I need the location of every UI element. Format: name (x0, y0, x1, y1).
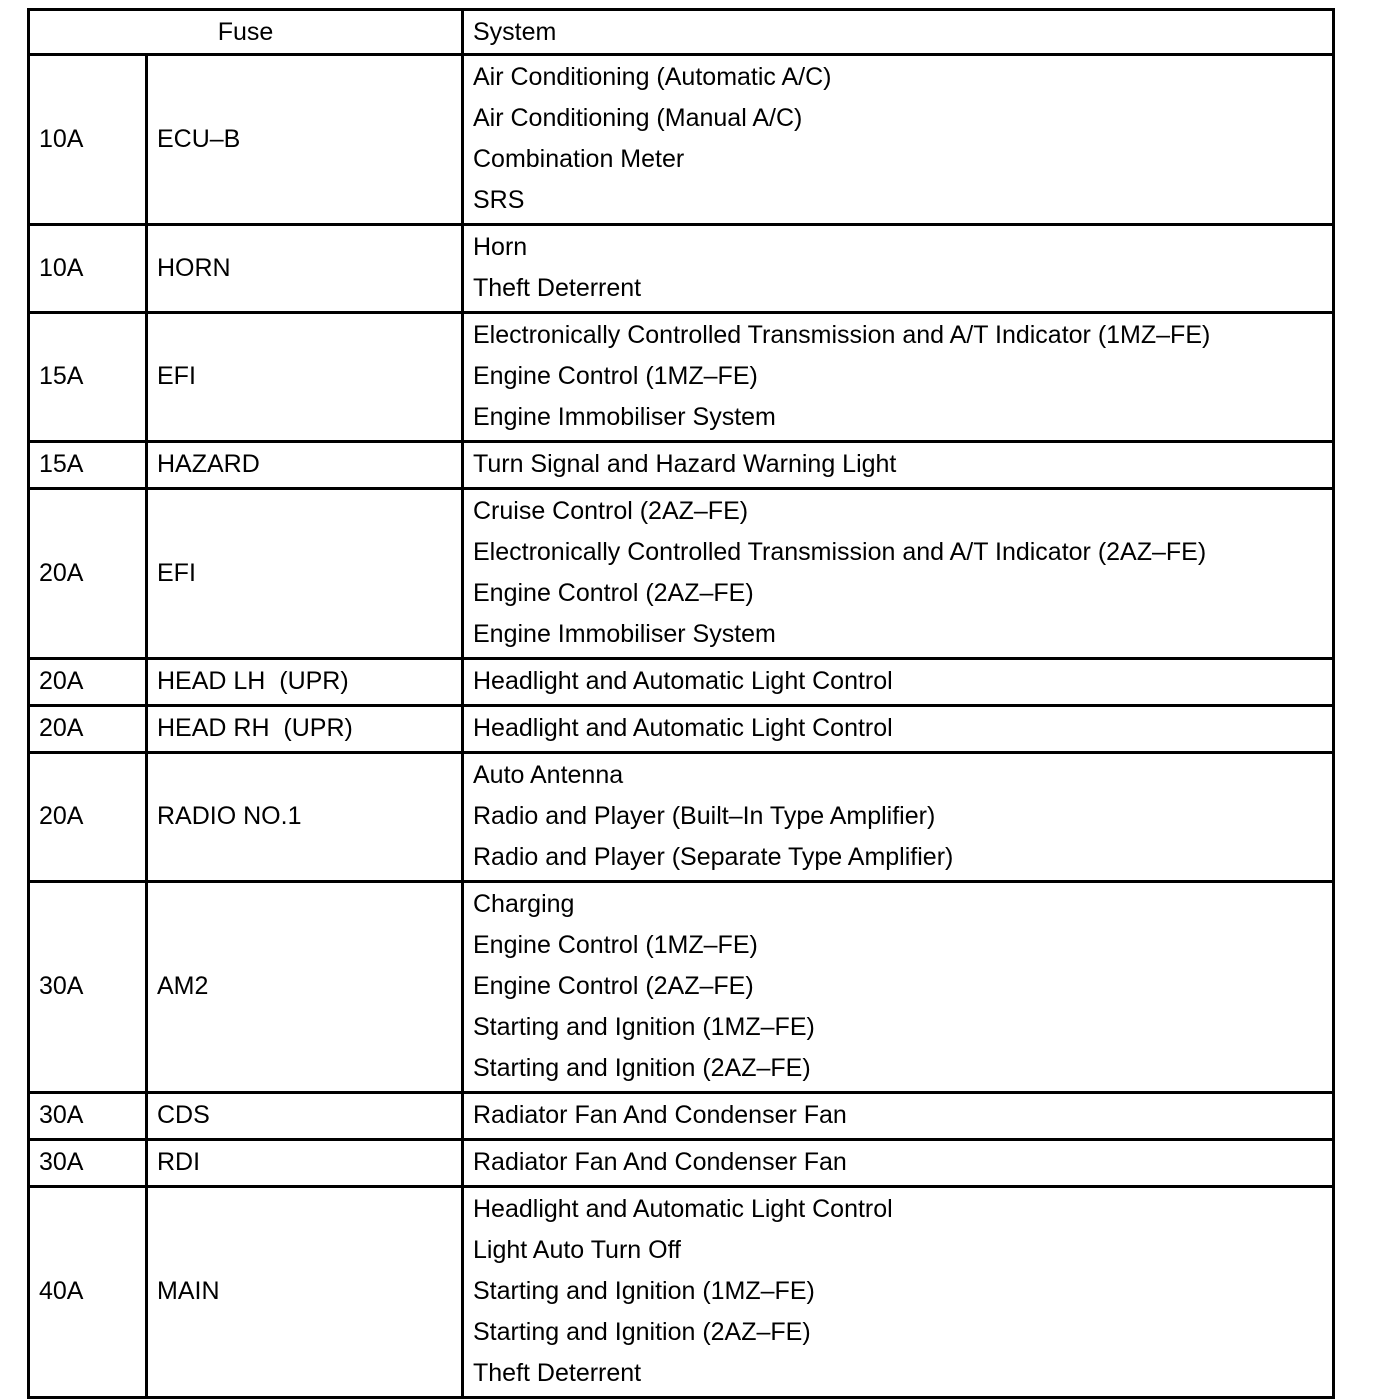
system-column-header: System (463, 10, 1334, 55)
table-row (29, 659, 1334, 706)
table-row (29, 706, 1334, 753)
system-item: Radiator Fan And Condenser Fan (473, 1101, 847, 1129)
table-row (29, 313, 1334, 442)
fuse-column-header: Fuse (29, 10, 463, 55)
fuse-name-cell: MAIN (147, 1187, 463, 1398)
fuse-amperage-cell: 15A (29, 442, 147, 489)
system-item: Horn (473, 233, 528, 261)
table-row (29, 1140, 1334, 1187)
fuse-amperage-cell: 40A (29, 1187, 147, 1398)
fuse-name-cell: HEAD LH (UPR) (147, 659, 463, 706)
system-item: Air Conditioning (Automatic A/C) (473, 63, 832, 91)
system-item: Radiator Fan And Condenser Fan (473, 1148, 847, 1176)
system-item: Engine Control (2AZ–FE) (473, 972, 754, 1000)
system-item: Charging (473, 890, 575, 918)
fuse-name-cell: HORN (147, 225, 463, 313)
system-item: Starting and Ignition (2AZ–FE) (473, 1318, 811, 1346)
fuse-name-cell: HAZARD (147, 442, 463, 489)
fuse-name-cell: RDI (147, 1140, 463, 1187)
fuse-name-cell: ECU–B (147, 55, 463, 225)
system-cell (463, 313, 1334, 442)
fuse-amperage-cell: 30A (29, 1093, 147, 1140)
fuse-name-cell: RADIO NO.1 (147, 753, 463, 882)
system-item: Turn Signal and Hazard Warning Light (473, 450, 897, 478)
fuse-name-cell: EFI (147, 313, 463, 442)
system-item: Engine Control (1MZ–FE) (473, 931, 758, 959)
fuse-name-cell: HEAD RH (UPR) (147, 706, 463, 753)
fuse-system-table (27, 8, 1335, 1399)
fuse-name-cell: CDS (147, 1093, 463, 1140)
system-item: Light Auto Turn Off (473, 1236, 682, 1264)
system-item: Starting and Ignition (2AZ–FE) (473, 1054, 811, 1082)
system-item: Theft Deterrent (473, 274, 642, 302)
system-item: Engine Control (1MZ–FE) (473, 362, 758, 390)
fuse-amperage-cell: 10A (29, 55, 147, 225)
system-cell (463, 1187, 1334, 1398)
system-item: Engine Control (2AZ–FE) (473, 579, 754, 607)
system-cell (463, 225, 1334, 313)
system-cell (463, 882, 1334, 1093)
system-cell (463, 442, 1334, 489)
system-item: Engine Immobiliser System (473, 620, 776, 648)
fuse-name-cell: EFI (147, 489, 463, 659)
fuse-amperage-cell: 20A (29, 753, 147, 882)
fuse-amperage-cell: 15A (29, 313, 147, 442)
system-cell (463, 55, 1334, 225)
system-item: Cruise Control (2AZ–FE) (473, 497, 749, 525)
table-row (29, 882, 1334, 1093)
system-cell (463, 1093, 1334, 1140)
system-cell (463, 489, 1334, 659)
table-row (29, 753, 1334, 882)
table-row (29, 489, 1334, 659)
fuse-amperage-cell: 30A (29, 1140, 147, 1187)
system-item: Radio and Player (Built–In Type Amplifier) (473, 802, 936, 830)
fuse-amperage-cell: 30A (29, 882, 147, 1093)
system-item: Theft Deterrent (473, 1359, 642, 1387)
fuse-amperage-cell: 10A (29, 225, 147, 313)
system-item: SRS (473, 186, 525, 214)
header-row (29, 10, 1334, 55)
table-row (29, 1093, 1334, 1140)
table-row (29, 55, 1334, 225)
system-item: Headlight and Automatic Light Control (473, 667, 893, 695)
system-item: Auto Antenna (473, 761, 624, 789)
fuse-amperage-cell: 20A (29, 659, 147, 706)
system-cell (463, 1140, 1334, 1187)
table-header (29, 10, 1334, 55)
system-item: Engine Immobiliser System (473, 403, 776, 431)
fuse-amperage-cell: 20A (29, 489, 147, 659)
system-item: Headlight and Automatic Light Control (473, 1195, 893, 1223)
table-body (29, 55, 1334, 1398)
system-item: Electronically Controlled Transmission and A/T Indicator (1MZ–FE) (473, 321, 1211, 349)
system-item: Air Conditioning (Manual A/C) (473, 104, 803, 132)
system-item: Radio and Player (Separate Type Amplifier) (473, 843, 954, 871)
system-item: Electronically Controlled Transmission and A/T Indicator (2AZ–FE) (473, 538, 1207, 566)
system-cell (463, 659, 1334, 706)
system-cell (463, 753, 1334, 882)
system-item: Starting and Ignition (1MZ–FE) (473, 1277, 815, 1305)
system-item: Combination Meter (473, 145, 685, 173)
table-row (29, 442, 1334, 489)
table-row (29, 1187, 1334, 1398)
system-item: Starting and Ignition (1MZ–FE) (473, 1013, 815, 1041)
system-item: Headlight and Automatic Light Control (473, 714, 893, 742)
table-row (29, 225, 1334, 313)
fuse-amperage-cell: 20A (29, 706, 147, 753)
system-cell (463, 706, 1334, 753)
fuse-name-cell: AM2 (147, 882, 463, 1093)
